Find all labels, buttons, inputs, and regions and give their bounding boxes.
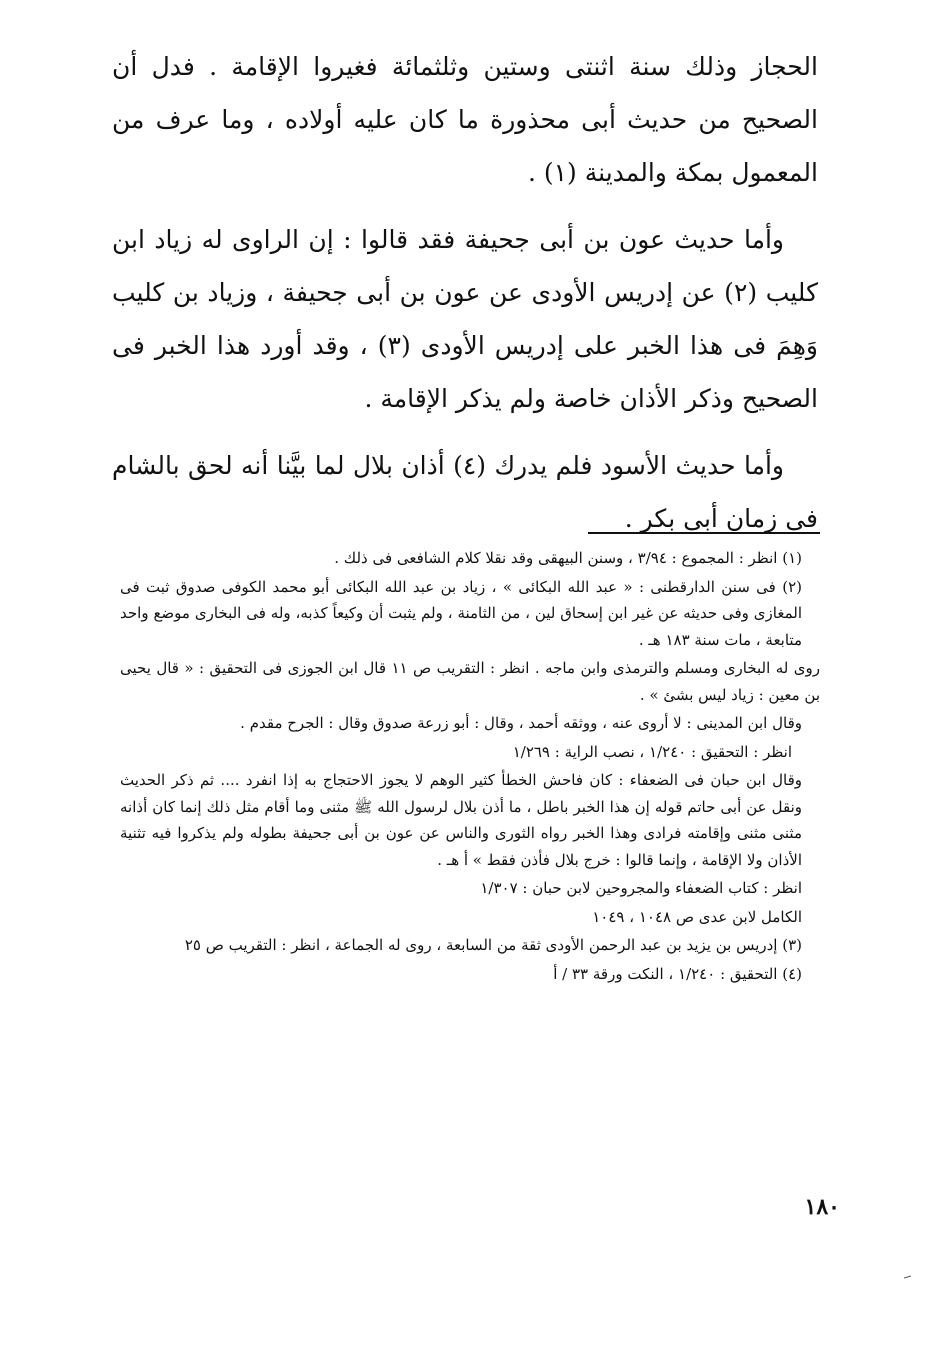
footnote-2-continued: انظر : التحقيق : ١/٢٤٠ ، نصب الراية : ١/٢٦٩	[512, 742, 792, 761]
footnote-1: (١) انظر : المجموع : ٣/٩٤ ، وسنن البيهقى وقد نقلا كلام الشافعى فى ذلك .	[334, 549, 802, 567]
page-number: ١٨٠	[804, 1194, 840, 1220]
footnote-4: (٤) التحقيق : ١/٢٤٠ ، النكت ورقة ٣٣ / أ	[553, 964, 802, 983]
footnotes	[120, 545, 820, 987]
main-text	[112, 40, 818, 545]
footnote-2-continued: روى له البخارى ومسلم والترمذى وابن ماجه . انظر : التقريب ص ١١ قال ابن الجوزى فى التحقيق : « قال يحيى بن معين : زياد ليس بشئ » .	[120, 659, 820, 704]
footnote-3: (٣) إدريس بن يزيد بن عبد الرحمن الأودى ثقة من السابعة ، روى له الجماعة ، انظر : التقريب ص ٢٥	[184, 936, 802, 954]
footnote-2-continued: انظر : كتاب الضعفاء والمجروحين لابن حبان : ١/٣٠٧	[480, 879, 802, 897]
scan-speck-mark	[904, 1275, 912, 1279]
footnote-2: (٢) فى سنن الدارقطنى : « عبد الله البكائى » ، زياد بن عبد الله البكائى أبو محمد الكوفى صدوق ثبت فى المغازى وفى حديثه عن غير ابن إسحاق لين ، من الثامنة ، ولم يثبت أن وكيعاً كذبه، وله فى البخارى موضع واحد متابعة ، مات سنة ١٨٣ هـ .	[120, 577, 802, 649]
footnote-separator	[588, 532, 820, 534]
paragraph-3: وأما حديث الأسود فلم يدرك (٤) أذان بلال لما بيَّنا أنه لحق بالشام فى زمان أبى بكر .	[112, 451, 818, 533]
footnote-2-continued: الكامل لابن عدى ص ١٠٤٨ ، ١٠٤٩	[592, 907, 802, 926]
paragraph-2: وأما حديث عون بن أبى جحيفة فقد قالوا : إن الراوى له زياد ابن كليب (٢) عن إدريس الأودى عن عون بن أبى جحيفة ، وزياد بن كليب وَهِمَ فى هذا الخبر على إدريس الأودى (٣) ، وقد أورد هذا الخبر فى الصحيح وذكر الأذان خاصة ولم يذكر الإقامة .	[112, 225, 819, 413]
footnote-2-continued: وقال ابن المدينى : لا أروى عنه ، ووثقه أحمد ، وقال : أبو زرعة صدوق وقال : الجرح مقدم .	[240, 714, 802, 732]
footnote-2-continued: وقال ابن حبان فى الضعفاء : كان فاحش الخطأ كثير الوهم لا يجوز الاحتجاج به إذا انفرد .... ثم ذكر الحديث ونقل عن أبى حاتم قوله إن هذا الخبر باطل ، ما أذن بلال لرسول الله ﷺ مثنى وما أقام مثل ذلك إنما كان أذانه مثنى مثنى وإقامته فرادى وهذا الخبر رواه الثورى والناس عن عون بن أبى جحيفة بطوله ولم يذكروا فيه تثنية الأذان ولا الإقامة ، وإنما قالوا : خرج بلال فأذن فقط » أ هـ .	[120, 771, 802, 869]
paragraph-1: الحجاز وذلك سنة اثنتى وستين وثلثمائة فغيروا الإقامة . فدل أن الصحيح من حديث أبى محذورة ما كان عليه أولاده ، وما عرف من المعمول بمكة والمدينة (١) .	[112, 52, 818, 187]
